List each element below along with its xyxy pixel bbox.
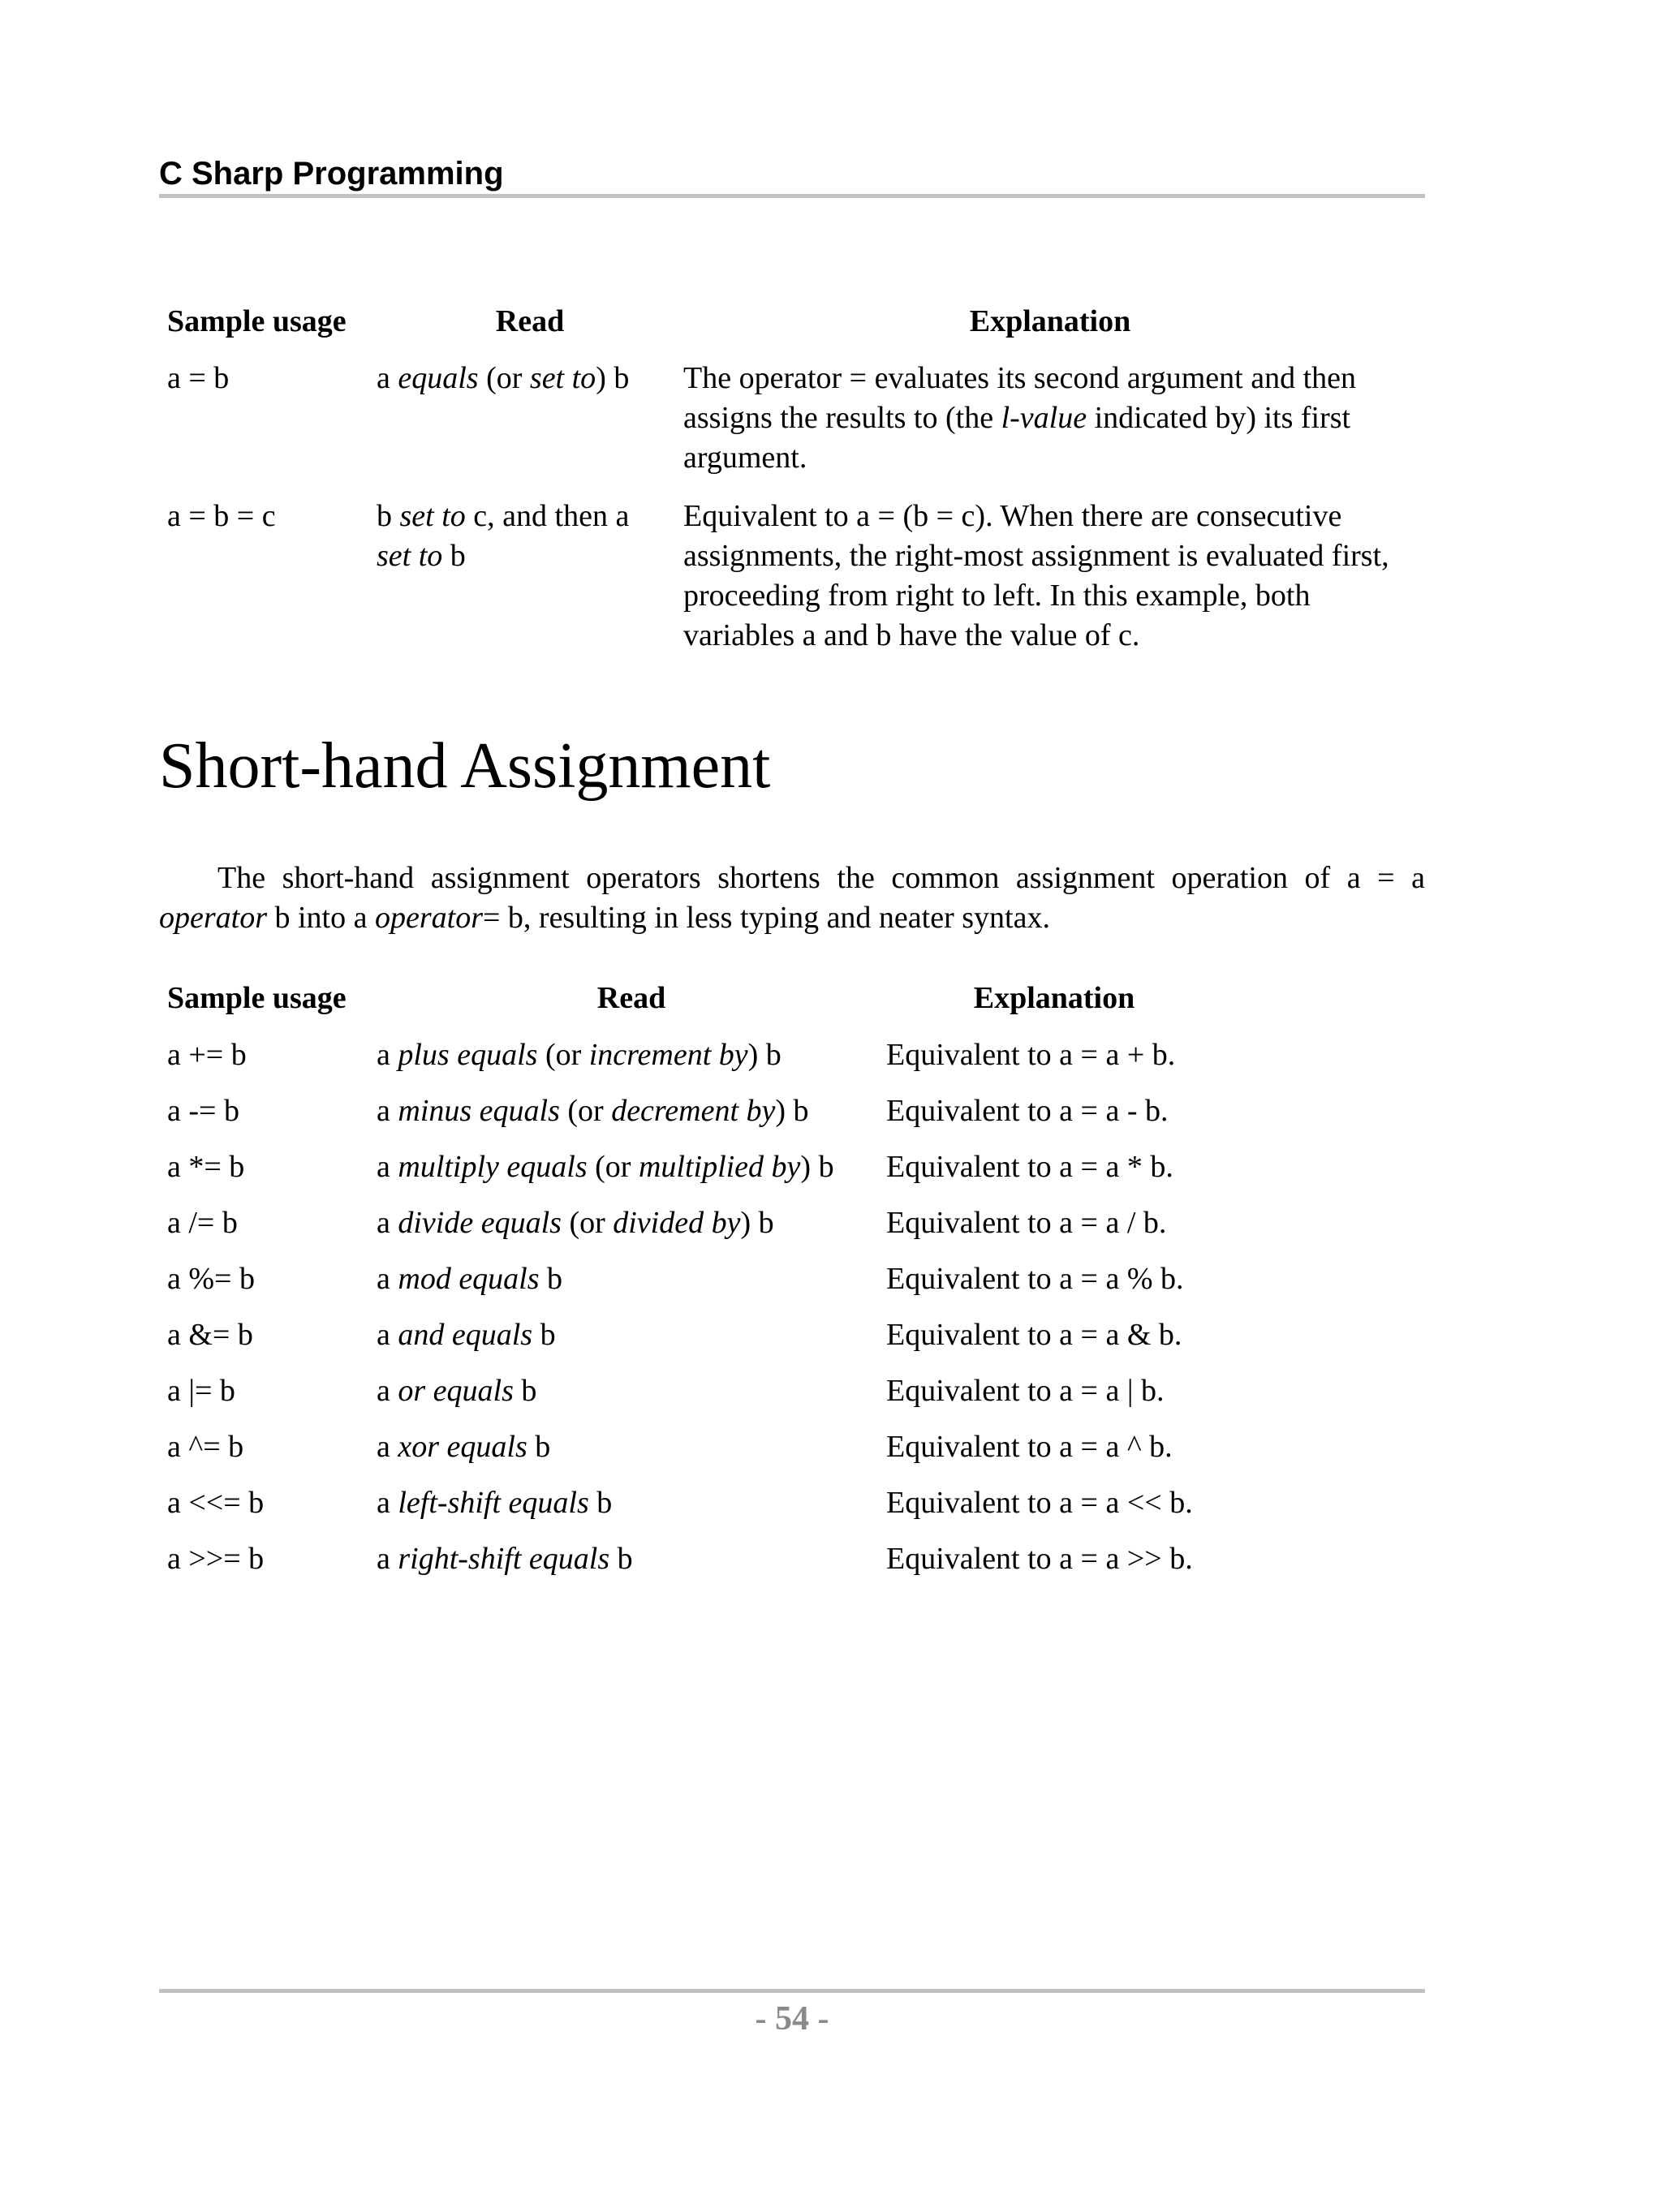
- header-explanation: Explanation: [969, 304, 1131, 338]
- table-header-row: [167, 979, 1222, 1035]
- explanation-cell: Equivalent to a = a * b.: [886, 1150, 1173, 1184]
- read-cell: a plus equals (or increment by) b: [377, 1038, 781, 1072]
- usage-cell: a -= b: [167, 1094, 239, 1128]
- header-read: Read: [495, 304, 565, 338]
- shorthand-table: [167, 979, 1222, 1595]
- running-header: C Sharp Programming: [159, 156, 504, 192]
- table-row: [167, 1539, 1222, 1595]
- table-row: [167, 1147, 1222, 1203]
- usage-cell: a |= b: [167, 1374, 235, 1408]
- usage-cell: a ^= b: [167, 1430, 244, 1464]
- explanation-cell: Equivalent to a = (b = c). When there are consecutive assignments, the right-most assignment is evaluated first, proceeding from right to left. In this example, both variables a and b have the value of c.: [683, 499, 1389, 652]
- table-row: [167, 1203, 1222, 1259]
- table-row: [167, 1259, 1222, 1315]
- usage-cell: a = b = c: [167, 499, 276, 533]
- table-row: [167, 1483, 1222, 1539]
- usage-cell: a &= b: [167, 1318, 253, 1352]
- usage-cell: a /= b: [167, 1206, 238, 1240]
- explanation-cell: Equivalent to a = a / b.: [886, 1206, 1167, 1240]
- read-cell: a equals (or set to) b: [377, 361, 630, 395]
- table-header-row: [167, 302, 1417, 359]
- header-rule: [159, 194, 1425, 198]
- usage-cell: a *= b: [167, 1150, 245, 1184]
- table-row: [167, 1371, 1222, 1427]
- assignment-table: [167, 302, 1417, 656]
- read-cell: a mod equals b: [377, 1262, 563, 1296]
- page-number: - 54 -: [755, 2000, 829, 2038]
- explanation-cell: Equivalent to a = a + b.: [886, 1038, 1176, 1072]
- table-row: [167, 497, 1417, 656]
- read-cell: a or equals b: [377, 1374, 537, 1408]
- usage-cell: a += b: [167, 1038, 247, 1072]
- table-row: [167, 1091, 1222, 1147]
- read-cell: a divide equals (or divided by) b: [377, 1206, 774, 1240]
- section-title: Short-hand Assignment: [159, 730, 771, 802]
- explanation-cell: Equivalent to a = a - b.: [886, 1094, 1169, 1128]
- explanation-cell: The operator = evaluates its second argument and then assigns the results to (the l-value indicated by) its first argument.: [683, 361, 1357, 475]
- read-cell: a xor equals b: [377, 1430, 551, 1464]
- explanation-cell: Equivalent to a = a | b.: [886, 1374, 1165, 1408]
- read-cell: a minus equals (or decrement by) b: [377, 1094, 809, 1128]
- usage-cell: a <<= b: [167, 1486, 265, 1520]
- explanation-cell: Equivalent to a = a << b.: [886, 1486, 1193, 1520]
- header-explanation: Explanation: [973, 981, 1135, 1015]
- header-sample-usage: Sample usage: [167, 981, 347, 1015]
- read-cell: a right-shift equals b: [377, 1542, 633, 1576]
- usage-cell: a %= b: [167, 1262, 255, 1296]
- intro-paragraph: The short-hand assignment operators shortens the common assignment operation of a = a operator b into a operator= b, resulting in less typing and neater syntax.: [159, 861, 1425, 935]
- header-sample-usage: Sample usage: [167, 304, 347, 338]
- read-cell: b set to c, and then a set to b: [377, 499, 630, 573]
- table-row: [167, 1035, 1222, 1091]
- read-cell: a left-shift equals b: [377, 1486, 613, 1520]
- usage-cell: a >>= b: [167, 1542, 265, 1576]
- table-row: [167, 1315, 1222, 1371]
- explanation-cell: Equivalent to a = a % b.: [886, 1262, 1184, 1296]
- table-row: [167, 359, 1417, 497]
- header-read: Read: [596, 981, 666, 1015]
- explanation-cell: Equivalent to a = a & b.: [886, 1318, 1182, 1352]
- table-row: [167, 1427, 1222, 1483]
- usage-cell: a = b: [167, 361, 230, 395]
- read-cell: a and equals b: [377, 1318, 556, 1352]
- read-cell: a multiply equals (or multiplied by) b: [377, 1150, 834, 1184]
- footer-rule: [159, 1989, 1425, 1993]
- explanation-cell: Equivalent to a = a ^ b.: [886, 1430, 1173, 1464]
- explanation-cell: Equivalent to a = a >> b.: [886, 1542, 1193, 1576]
